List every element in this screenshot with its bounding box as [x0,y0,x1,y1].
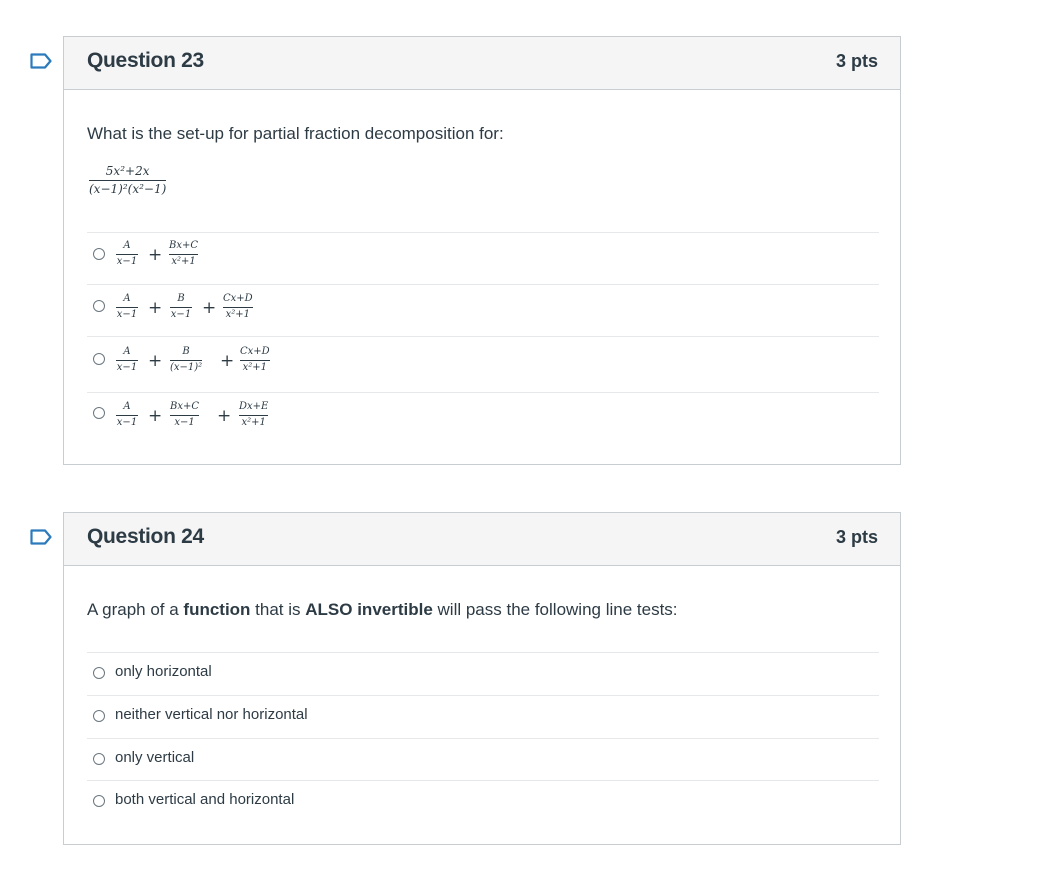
question-points: 3 pts [835,527,878,547]
flag-question-icon[interactable] [30,529,52,545]
question-prompt: A graph of a function that is ALSO invertible will pass the following line tests: [87,600,678,619]
answer-label: only vertical [115,749,195,766]
answer-option[interactable] [87,695,879,739]
question-title: Question 24 [87,525,204,548]
answer-option[interactable] [87,738,879,781]
radio-button[interactable] [93,753,105,765]
radio-button[interactable] [93,300,105,312]
radio-button[interactable] [93,248,105,260]
radio-button[interactable] [93,667,105,679]
answer-option[interactable]: A x−1 + Bx+C x²+1 [87,232,879,285]
answer-option[interactable]: A x−1 + B x−1 + Cx+D x²+1 [87,284,879,337]
answer-option[interactable]: A x−1 + B (x−1)² + Cx+D x²+1 [87,336,879,393]
answer-option[interactable] [87,780,879,823]
question-header [64,513,900,566]
question-title: Question 23 [87,49,204,72]
answer-option[interactable] [87,652,879,696]
question-prompt: What is the set-up for partial fraction decomposition for: [87,124,504,143]
answer-label: neither vertical nor horizontal [115,706,308,723]
question-header [64,37,900,90]
radio-button[interactable] [93,353,105,365]
flag-question-icon[interactable] [30,53,52,69]
question-23-card [63,36,901,465]
radio-button[interactable] [93,710,105,722]
answer-label: only horizontal [115,663,212,680]
radio-button[interactable] [93,795,105,807]
answer-label: both vertical and horizontal [115,791,295,808]
question-expression: 5x²+2x (x−1)²(x²−1) [89,164,167,196]
question-points: 3 pts [835,51,878,71]
radio-button[interactable] [93,407,105,419]
answer-option[interactable]: A x−1 + Bx+C x−1 + Dx+E x²+1 [87,392,879,445]
question-24-card [63,512,901,845]
